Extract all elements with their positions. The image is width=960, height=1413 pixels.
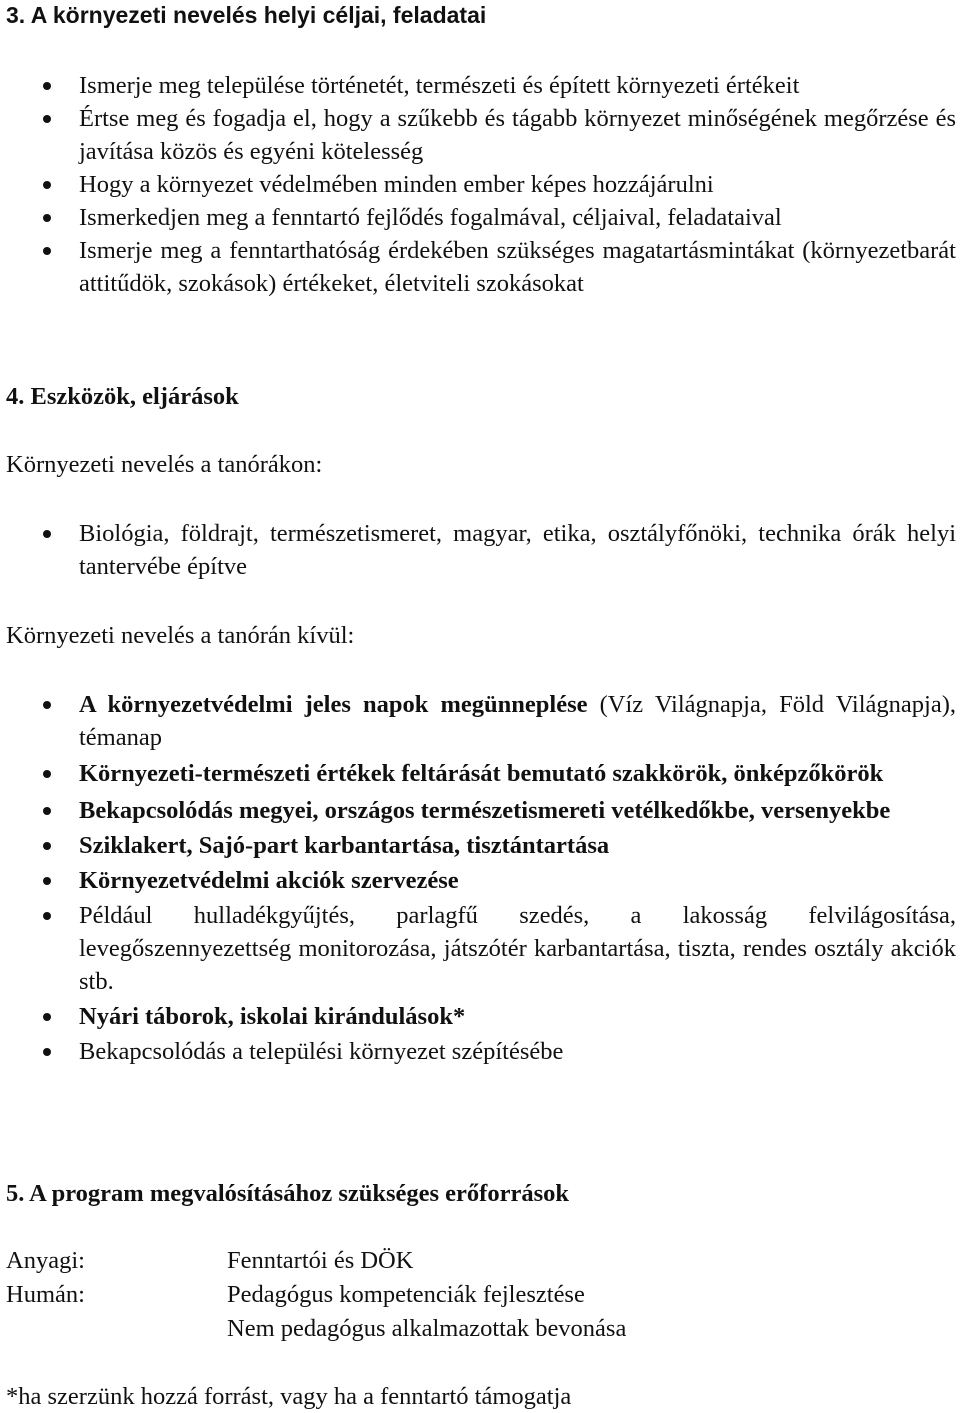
list-item: Hogy a környezet védelmében minden ember képes hozzájárulni [6,168,956,201]
resource-label: Humán: [6,1281,85,1308]
resource-label: Anyagi: [6,1247,85,1274]
resource-value: Nem pedagógus alkalmazottak bevonása [227,1315,627,1342]
bullet-icon [43,530,51,538]
list-item: A környezetvédelmi jeles napok megünneplése (Víz Világnapja, Föld Világnapja), témanap [6,688,956,754]
resource-value: Pedagógus kompetenciák fejlesztése [227,1281,585,1308]
in-class-list [6,517,956,583]
list-item: Nyári táborok, iskolai kirándulások* [6,1000,956,1033]
bullet-icon [43,82,51,90]
list-item: Ismerkedjen meg a fenntartó fejlődés fogalmával, céljaival, feladataival [6,201,956,234]
list-item: Sziklakert, Sajó-part karbantartása, tisztántartása [6,829,956,862]
section-3-heading: 3. A környezeti nevelés helyi céljai, feladatai [6,2,487,28]
footnote: *ha szerzünk hozzá forrást, vagy ha a fenntartó támogatja [6,1383,572,1410]
bullet-icon [43,1048,51,1056]
section-5-heading: 5. A program megvalósításához szükséges erőforrások [6,1180,569,1207]
bullet-icon [43,912,51,920]
resource-value: Fenntartói és DÖK [227,1247,414,1274]
list-item: Például hulladékgyűjtés, parlagfű szedés, a lakosság felvilágosítása, levegőszennyezettség monitorozása, játszótér karbantartása, tiszta, rendes osztály akciók stb. [6,899,956,998]
list-item: Bekapcsolódás a települési környezet szépítésébe [6,1035,956,1068]
list-item: Bekapcsolódás megyei, országos természetismereti vetélkedőkbe, versenyekbe [6,794,956,827]
list-item: Környezeti-természeti értékek feltárását bemutató szakkörök, önképzőkörök [6,757,956,790]
section-4-heading: 4. Eszközök, eljárások [6,383,239,410]
bullet-icon [43,807,51,815]
bullet-icon [43,701,51,709]
bullet-icon [43,214,51,222]
bullet-icon [43,247,51,255]
bullet-icon [43,181,51,189]
list-item: Környezetvédelmi akciók szervezése [6,864,956,897]
list-item: Értse meg és fogadja el, hogy a szűkebb és tágabb környezet minőségének megőrzése és javítása közös és egyéni kötelesség [6,102,956,168]
bullet-icon [43,877,51,885]
bullet-icon [43,115,51,123]
bullet-icon [43,842,51,850]
in-class-label: Környezeti nevelés a tanórákon: [6,451,323,478]
out-class-list [6,688,956,1068]
list-item: Ismerje meg települése történetét, természeti és épített környezeti értékeit [6,69,956,102]
list-item: Biológia, földrajt, természetismeret, magyar, etika, osztályfőnöki, technika órák helyi tantervébe építve [6,517,956,583]
bullet-icon [43,770,51,778]
out-class-label: Környezeti nevelés a tanórán kívül: [6,622,355,649]
section-3-list [6,69,956,300]
list-item: Ismerje meg a fenntarthatóság érdekében szükséges magatartásmintákat (környezetbarát attitűdök, szokások) értékeket, életviteli szokásokat [6,234,956,300]
bullet-icon [43,1013,51,1021]
